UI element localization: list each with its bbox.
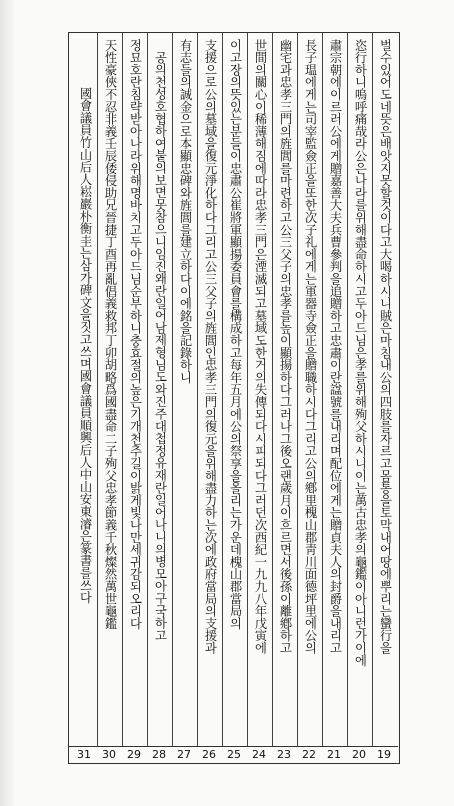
column-divider xyxy=(122,33,123,747)
column-number: 20 xyxy=(352,748,366,761)
column-number: 30 xyxy=(102,748,116,761)
column-number: 23 xyxy=(277,748,291,761)
inscription-column-20: 恣行하니嗚呼痛哉라公은나라를위해盡命하시고두아드님은孝를위해殉父하시니이는萬古忠孝의龜鑑이아니런가이에 xyxy=(353,39,367,667)
column-number: 28 xyxy=(152,748,166,761)
column-divider xyxy=(97,33,98,747)
column-divider xyxy=(222,33,223,747)
column-divider xyxy=(297,33,298,747)
page-edge-shadow xyxy=(0,0,14,806)
column-divider xyxy=(272,33,273,747)
column-number-row xyxy=(68,746,398,763)
column-number: 22 xyxy=(302,748,316,761)
inscription-table xyxy=(68,32,400,764)
column-divider xyxy=(197,33,198,747)
column-number: 21 xyxy=(327,748,341,761)
inscription-column-22: 長子瑥에게는司宰監僉正을또한次子礼에게는軍器寺僉正을贈職하시다그리고公의鄕里槐山郡靑川面德坪里에公의 xyxy=(303,39,317,654)
column-divider xyxy=(322,33,323,747)
inscription-column-28: 공의천성호협하여붙의보면못참으니임진왜란일어남제형님도와진주대첩정유재란일어나니의병모아구국하고 xyxy=(153,51,167,642)
column-number: 26 xyxy=(202,748,216,761)
column-divider xyxy=(372,33,373,747)
inscription-column-21: 肅宗朝에이르러公에게贈嘉善大夫兵曹參判을追贈하고忠肅이란諡號를내리며配位에게는贈貞夫人의封爵을내리고 xyxy=(328,39,342,654)
column-divider xyxy=(147,33,148,747)
column-number: 19 xyxy=(377,748,391,761)
inscription-column-25: 이고장의뜻있는분들이忠肅公崔將軍顯揚委員會를構成하고每年五月에公의祭享을올리는가운데槐山郡當局의 xyxy=(228,39,242,630)
inscription-column-19: 벌수있어도네뜻은배앗지못할것이다고大喝하시니賊은마침내公의四肢를자르고몸통을토막내어땅에뿌리는蠻行을 xyxy=(378,39,392,654)
column-number: 27 xyxy=(177,748,191,761)
column-number: 25 xyxy=(227,748,241,761)
inscription-column-30: 天性豪俠不忍非義壬辰倭侵助兄晉捷丁酉再亂倡義救邦丁卯胡略爲國盡命二子殉父忠孝節義千秋燦然萬世龜鑑 xyxy=(103,39,117,630)
inscription-column-29: 정묘호란침략받아나라위해명바치고두아드님순부하니충효절의높은기개천추길이밝게빛나만세귀감되오리다 xyxy=(128,39,142,630)
column-number: 24 xyxy=(252,748,266,761)
column-divider xyxy=(347,33,348,747)
column-number: 31 xyxy=(77,748,91,761)
column-divider xyxy=(172,33,173,747)
inscription-column-31: 國會議員竹山后人崧巖朴衡圭는삼가碑文을짓고쓰며國會議員順興后人中山安東濬은篆書를쓰다 xyxy=(78,87,92,604)
column-number: 29 xyxy=(127,748,141,761)
column-divider xyxy=(247,33,248,747)
inscription-column-23: 幽宅과忠孝三門의旌閭를마련하고公三父子의忠孝를높이顯揚하다그러나그後오랜歲月이흐르면서後孫이離鄕하고 xyxy=(278,39,292,654)
inscription-column-24: 世間의關心이稀薄해짐에따라忠孝三門은湮滅되고墓域도한거의失傳되다시피되다그러던次西紀一九九八年戊寅에 xyxy=(253,39,267,654)
inscription-column-26: 支援으로公의墓域을復元淨化하다그리고公三父子의旌閭인忠孝三門의復元을위해盡力하는次에政府當局의支援과 xyxy=(203,39,217,654)
inscription-column-27: 有志들의誠金으로本顯忠碑와旌閭를建立하다이에銘을記錄하니 xyxy=(178,39,192,384)
